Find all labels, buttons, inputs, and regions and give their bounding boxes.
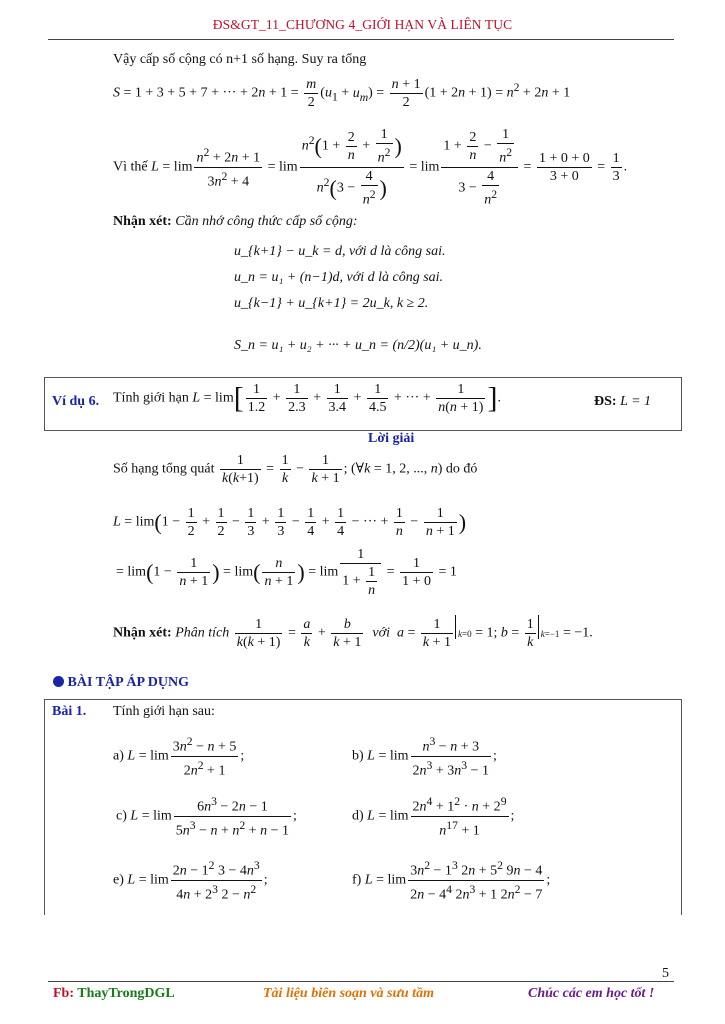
example6-problem: Tính giới hạn L = lim[ $\frac{1}{1.2}$ + $\frac{1}{2.3}$ + $\frac{1}{3.4}$ + $\frac{1}{4.5}$ + ··· + $\frac{1}{n(n + 1)}$ ]. bbox=[113, 381, 501, 415]
item-f-label: f) bbox=[352, 872, 362, 888]
solution-note-label: Nhận xét: bbox=[113, 625, 172, 641]
note1 bbox=[113, 214, 358, 230]
solution-title: Lời giải bbox=[368, 431, 415, 446]
general-term: Số hạng tổng quát $\frac{1}{k(k+1)}$ = $\frac{1}{k}$ − $\frac{1}{k + 1}$ ; (∀k = 1, 2, ..., n) do đó bbox=[113, 453, 478, 486]
footer-right: Chúc các em học tốt ! bbox=[528, 986, 655, 1001]
footer-divider bbox=[48, 981, 674, 982]
limit-computation: Vì thế L = lim $\frac{n^2 + 2n + 1}{3n^2 + 4}$ = lim $n^2(1$ + $\frac{2}{n}$ + $\frac{1}{n^2}$ ) $n^2(3$ − $\frac{4}{n^2}$ ) = lim 1 + $\frac{2}{n}$ − $\frac{1}{n^2}$ 3 − $\frac{4}{n^2}$ = $\frac{1 + 0 + 0}{3 + 0}$ = $\frac{1}{3}$ . bbox=[113, 127, 628, 208]
footer-fb bbox=[53, 986, 175, 1002]
note1-label: Nhận xét: bbox=[113, 214, 172, 229]
general-term-text: Số hạng tổng quát bbox=[113, 461, 215, 477]
exercise-a: a) L = lim $\frac{3n^2 - n + 5}{2n^2 + 1}$ ; bbox=[113, 735, 245, 779]
note1-formula-3: u_{k−1} + u_{k+1} = 2u_k, k ≥ 2. bbox=[234, 296, 429, 311]
bai1-label: Bài 1. bbox=[52, 704, 87, 719]
telescoping-sum: L = lim(1 − $\frac{1}{2}$ + $\frac{1}{2}$ − $\frac{1}{3}$ + $\frac{1}{3}$ − $\frac{1}{4}$ + $\frac{1}{4}$ − ··· + $\frac{1}{n}$ − $\frac{1}{n + 1}$ ) bbox=[113, 506, 467, 539]
answer-value: L = 1 bbox=[620, 394, 652, 409]
exercise-c: c) L = lim $\frac{6n^3 - 2n - 1}{5n^3 - n + n^2 + n - 1}$ ; bbox=[116, 795, 297, 839]
fb-name: ThayTrongDGL bbox=[77, 986, 175, 1001]
solution-note: Nhận xét: Phân tích $\frac{1}{k(k + 1)}$ = $\frac{a}{k}$ + $\frac{b}{k + 1}$ với a = $\frac{1}{k + 1}$ k=0 = 1; b = $\frac{1}{k}$ k=−1 = −1. bbox=[113, 616, 593, 651]
example6-label: Ví dụ 6. bbox=[52, 394, 100, 409]
header-divider bbox=[48, 39, 674, 40]
limit-result: = lim(1 − $\frac{1}{n + 1}$ ) = lim( $\frac{n}{n + 1}$ ) = lim 1 1 + $\frac{1}{n}$ = $\frac{1}{1 + 0}$ = 1 bbox=[116, 547, 457, 598]
bai1-text: Tính giới hạn sau: bbox=[113, 704, 215, 719]
section-title: BÀI TẬP ÁP DỤNG bbox=[67, 675, 189, 690]
item-b-label: b) bbox=[352, 748, 364, 764]
item-a-label: a) bbox=[113, 748, 124, 764]
solution-note-text: Phân tích bbox=[175, 625, 230, 641]
footer-center: Tài liệu biên soạn và sưu tầm bbox=[263, 986, 434, 1001]
answer-label: ĐS: bbox=[594, 394, 617, 409]
note1-formula-4: S_n = u₁ + u₂ + ··· + u_n = (n/2)(u₁ + u_n). bbox=[234, 338, 482, 353]
intro-text: Vậy cấp số cộng có n+1 số hạng. Suy ra tổng bbox=[113, 52, 367, 67]
exercise-e: e) L = lim $\frac{2n - 1^2 3 - 4n^3}{4n + 2^3 2 - n^2}$ ; bbox=[113, 859, 268, 903]
item-d-label: d) bbox=[352, 808, 364, 824]
fb-label: Fb: bbox=[53, 986, 74, 1001]
item-e-label: e) bbox=[113, 872, 124, 888]
exercise-d: d) L = lim $\frac{2n^4 + 1^2 \cdot n + 2^9}{n^{17} + 1}$ ; bbox=[352, 795, 515, 839]
limit-prefix: Vì thế bbox=[113, 159, 148, 175]
sum-formula: S = 1 + 3 + 5 + 7 + ··· + 2n + 1 = $\frac{m}{2}$ $(u_1 + u_m)$ = $\frac{n + 1}{2}$ $(1 + 2n + 1) = n^2 + 2n + 1$ bbox=[113, 77, 571, 110]
page-header: ĐS&GT_11_CHƯƠNG 4_GIỚI HẠN VÀ LIÊN TỤC bbox=[212, 17, 513, 32]
note1-text: Cần nhớ công thức cấp số cộng: bbox=[175, 214, 358, 229]
exercise-f: f) L = lim $\frac{3n^2 - 1^3 2n + 5^2 9n - 4}{2n - 4^4 2n^3 + 1 2n^2 - 7}$ ; bbox=[352, 859, 551, 903]
note1-formula-2: u_n = u₁ + (n−1)d, với d là công sai. bbox=[234, 270, 444, 285]
page-number: 5 bbox=[662, 966, 669, 981]
exercise-b: b) L = lim $\frac{n^3 - n + 3}{2n^3 + 3n^3 - 1}$ ; bbox=[352, 735, 497, 779]
item-c-label: c) bbox=[116, 808, 127, 824]
note1-formula-1: u_{k+1} − u_k = d, với d là công sai. bbox=[234, 244, 446, 259]
example6-answer bbox=[594, 394, 651, 410]
bullet-icon bbox=[53, 676, 64, 687]
general-term-suffix: do đó bbox=[445, 461, 478, 477]
example6-text: Tính giới hạn bbox=[113, 390, 189, 406]
exercise-section-heading bbox=[53, 675, 189, 691]
